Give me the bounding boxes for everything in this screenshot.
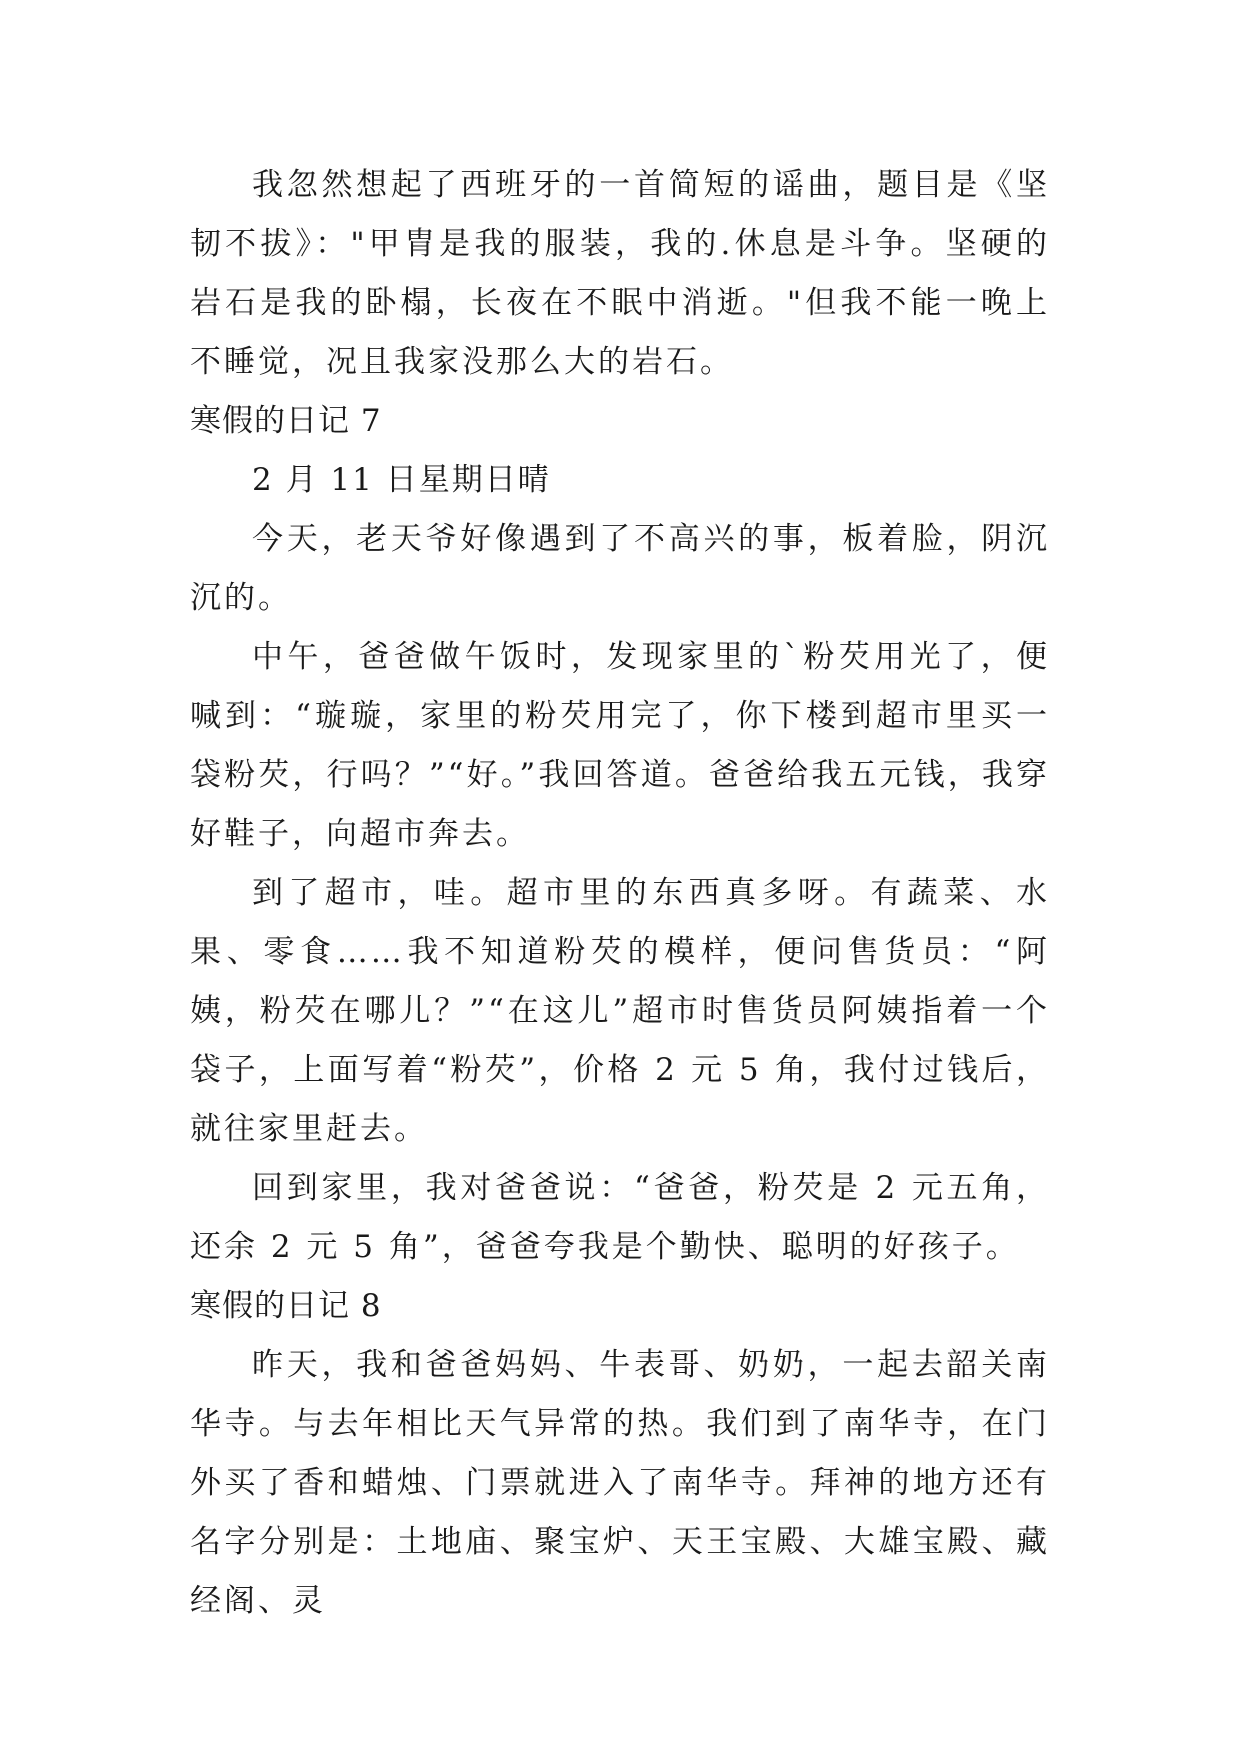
paragraph-supermarket: 到了超市，哇。超市里的东西真多呀。有蔬菜、水果、零食……我不知道粉芡的模样，便问售货员：“阿姨，粉芡在哪儿？”“在这儿”超市时售货员阿姨指着一个袋子，上面写着“粉芡”，价格 2 元 5 角，我付过钱后，就往家里赶去。 bbox=[190, 875, 1050, 1147]
paragraph-return-home: 回到家里，我对爸爸说：“爸爸，粉芡是 2 元五角，还余 2 元 5 角”，爸爸夸我是个勤快、聪明的好孩子。 bbox=[190, 1170, 1050, 1265]
paragraph-weather: 今天，老天爷好像遇到了不高兴的事，板着脸，阴沉沉的。 bbox=[190, 521, 1050, 616]
paragraph-spanish-ballad: 我忽然想起了西班牙的一首简短的谣曲，题目是《坚韧不拔》："甲胄是我的服装，我的.休息是斗争。坚硬的岩石是我的卧榻，长夜在不眠中消逝。"但我不能一晚上不睡觉，况且我家没那么大的岩石。 bbox=[190, 167, 1050, 380]
diary-date-line: 2 月 11 日星期日晴 bbox=[252, 462, 551, 498]
paragraph-nanhua-temple: 昨天，我和爸爸妈妈、牛表哥、奶奶，一起去韶关南华寺。与去年相比天气异常的热。我们到了南华寺，在门外买了香和蜡烛、门票就进入了南华寺。拜神的地方还有名字分别是：土地庙、聚宝炉、天王宝殿、大雄宝殿、藏经阁、灵 bbox=[190, 1347, 1050, 1619]
paragraph-lunch-errand: 中午，爸爸做午饭时，发现家里的`粉芡用光了，便喊到：“璇璇，家里的粉芡用完了，你下楼到超市里买一袋粉芡，行吗？”“好。”我回答道。爸爸给我五元钱，我穿好鞋子，向超市奔去。 bbox=[190, 639, 1050, 852]
diary-heading-7: 寒假的日记 7 bbox=[190, 403, 382, 439]
diary-heading-8: 寒假的日记 8 bbox=[190, 1288, 382, 1324]
document-body bbox=[190, 156, 1050, 1631]
